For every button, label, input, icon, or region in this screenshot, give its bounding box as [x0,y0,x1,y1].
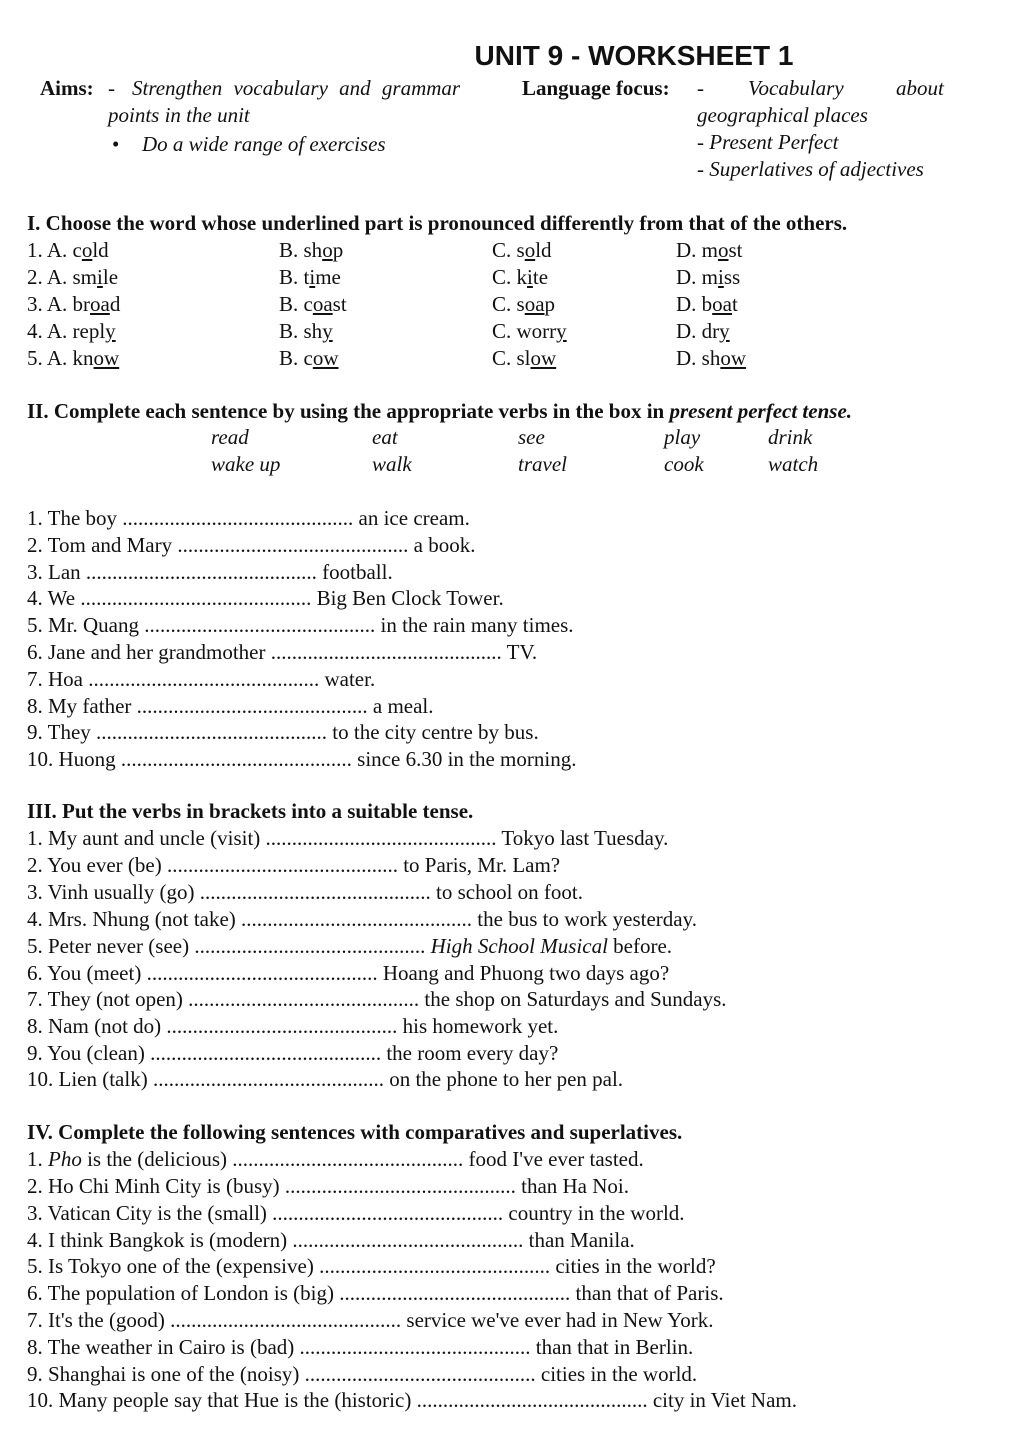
s1-option-text: 1. A. c [27,238,82,262]
s1-option [492,237,552,264]
worksheet-title: UNIT 9 - WORKSHEET 1 [474,40,794,71]
focus-line-1a: Vocabulary [748,76,844,100]
s1-option [492,264,548,291]
s1-option-underlined: ow [93,346,120,370]
s4-item1-rest: is the (delicious) ............................................ food I've ever tasted. [81,1147,644,1171]
section-2-item: 1. The boy ............................................ an ice cream. [27,506,470,530]
aims-bullet: • [112,132,120,156]
s1-option-text: me [315,265,341,289]
s1-option-text: B. t [279,265,310,289]
aims-label: Aims: [40,76,94,100]
s1-option-text: p [332,238,344,262]
section-3-item: 4. Mrs. Nhung (not take) ............................................ the bus to work yesterday. [27,907,697,931]
s1-option-underlined: o [524,238,536,262]
s3-item5-part: High School Musical [430,934,608,958]
s1-option-text: D. m [676,238,718,262]
s1-option-text: st [332,292,347,316]
focus-label: Language focus: [522,76,670,100]
verb-box-word: eat [372,425,398,449]
s1-option-underlined: ow [312,346,339,370]
section-1-heading: I. Choose the word whose underlined part is pronounced differently from that of the others. [27,211,848,235]
s1-option [27,318,116,345]
section-4-item: 6. The population of London is (big) ............................................ than that of Paris. [27,1281,724,1306]
section-4-item: 10. Many people say that Hue is the (historic) ............................................ city in Viet Nam. [27,1388,797,1413]
s1-option-text: B. c [279,292,313,316]
section-2-item: 5. Mr. Quang ............................................ in the rain many times. [27,613,574,638]
section-3-item: 9. You (clean) ............................................ the room every day? [27,1041,559,1065]
s1-option [676,345,746,372]
section-3-item: 6. You (meet) ............................................ Hoang and Phuong two days ago? [27,961,670,985]
verb-box-word: cook [664,452,704,476]
s1-option-underlined: y [105,319,116,343]
s1-option-text: D. m [676,265,718,289]
aims-line-2: points in the unit [108,103,250,127]
aims-line-3: Do a wide range of exercises [142,132,386,156]
verb-box-word: play [664,425,701,449]
section-2-item: 4. We ............................................ Big Ben Clock Tower. [27,586,504,611]
s1-option-text: B. sh [279,238,323,262]
s1-option-underlined: i [527,265,533,289]
s1-option-text: t [732,292,738,316]
s1-option-underlined: oa [90,292,110,316]
verb-box-word: watch [768,452,819,476]
s1-option-text: C. s [492,238,525,262]
s1-option-text: D. b [676,292,713,316]
s1-option [492,291,555,318]
s1-option-underlined: oa [312,292,333,316]
verb-box-word: see [518,425,545,449]
s1-option [279,264,341,291]
section-3-item: 8. Nam (not do) ............................................ his homework yet. [27,1014,559,1038]
s1-option [676,264,740,291]
s1-option [27,264,118,291]
s1-option-underlined: ow [530,346,557,370]
section-3-item-5 [27,933,672,960]
s1-option-text: te [532,265,549,289]
s1-option-text: B. c [279,346,313,370]
focus-line-3: - Present Perfect [697,130,839,154]
section-2-heading [27,399,852,424]
section-2-item: 9. They ............................................ to the city centre by bus. [27,720,539,745]
s1-option-underlined: o [81,238,93,262]
s1-option-text: C. s [492,292,525,316]
focus-line-1b: about [896,76,944,100]
s1-option-text: 4. A. repl [27,319,106,343]
s1-option [492,318,567,345]
section-3-item: 2. You ever (be) ............................................ to Paris, Mr. Lam? [27,853,561,877]
section-4-item: 8. The weather in Cairo is (bad) ............................................ than that in Berlin. [27,1334,694,1359]
s1-option-text: st [728,238,743,262]
verb-box-word: wake up [211,452,281,476]
section-4-item: 9. Shanghai is one of the (noisy) ............................................ cities in the world. [27,1361,698,1386]
verb-box-word: travel [518,452,567,476]
focus-dash: - [697,76,704,100]
section-2-item: 10. Huong ............................................ since 6.30 in the morning. [27,747,577,772]
section-2-heading-tense: present perfect tense. [669,399,853,423]
s1-option-text: ss [723,265,741,289]
s1-option [279,237,343,264]
section-4-heading: IV. Complete the following sentences with comparatives and superlatives. [27,1120,683,1144]
s1-option-text: D. sh [676,346,721,370]
s1-option-text: C. k [492,265,528,289]
section-3-item: 7. They (not open) ............................................ the shop on Saturdays and Sundays. [27,987,727,1011]
s1-option-underlined: oa [712,292,732,316]
focus-line-2: geographical places [697,103,868,127]
verb-box-word: read [211,425,249,449]
verb-box-word: walk [372,452,412,476]
section-4-item: 2. Ho Chi Minh City is (busy) ............................................ than Ha Noi. [27,1174,629,1198]
s1-option-text: D. dr [676,319,720,343]
section-4-item: 3. Vatican City is the (small) ............................................ country in the world. [27,1200,685,1225]
s1-option-text: 3. A. br [27,292,90,316]
s1-option-underlined: o [718,238,729,262]
s1-option-text: d [109,292,121,316]
s1-option [27,291,120,318]
section-4-item: 5. Is Tokyo one of the (expensive) ............................................ cities in the world? [27,1254,716,1279]
s1-option-underlined: i [97,265,103,289]
s1-option-text: B. sh [279,319,323,343]
s1-option-underlined: oa [524,292,545,316]
s1-option-underlined: i [309,265,316,289]
verb-box-word: drink [768,425,813,449]
section-4-item-1 [27,1146,644,1173]
s1-option [27,345,119,372]
s4-item1-pho: Pho [48,1147,82,1171]
s1-option-text: ld [535,238,552,262]
aims-line-1: Strengthen vocabulary and grammar [132,76,461,100]
s1-option [279,318,333,345]
s1-option-text: C. sl [492,346,531,370]
s1-option [492,345,556,372]
s1-option-underlined: i [718,265,724,289]
s1-option [676,318,730,345]
s1-option-text: ld [92,238,109,262]
s1-option-text: p [544,292,556,316]
s1-option [279,345,339,372]
section-2-item: 8. My father ............................................ a meal. [27,693,434,718]
s1-option [279,291,347,318]
aims-dash: - [108,76,115,100]
section-3-item: 10. Lien (talk) ............................................ on the phone to her pen pal. [27,1067,624,1091]
s3-item5-part: before. [607,934,673,958]
s4-item1-num: 1. [27,1147,48,1171]
section-4-item: 4. I think Bangkok is (modern) ............................................ than Manila. [27,1227,635,1252]
section-2-heading-text: II. Complete each sentence by using the appropriate verbs in the box in [27,399,670,423]
s1-option [676,291,738,318]
section-2-item: 3. Lan ............................................ football. [27,559,393,584]
section-4-item: 7. It's the (good) ............................................ service we've ever had in New York. [27,1308,714,1332]
section-3-item: 1. My aunt and uncle (visit) ............................................ Tokyo last Tuesday. [27,826,669,850]
s1-option-underlined: y [322,319,333,343]
s1-option-text: le [102,265,119,289]
s1-option-underlined: o [322,238,333,262]
s1-option-text: 2. A. sm [27,265,98,289]
section-2-item: 2. Tom and Mary ............................................ a book. [27,532,476,557]
s1-option-text: 5. A. kn [27,346,94,370]
s1-option-text: C. worr [492,319,557,343]
focus-line-4: - Superlatives of adjectives [697,157,924,181]
s3-item5-part: 5. Peter never (see) ............................................ [27,934,431,958]
s1-option [27,237,109,264]
s1-option-underlined: y [556,319,567,343]
s1-option-underlined: y [719,319,730,343]
s1-option-underlined: ow [720,346,747,370]
s1-option [676,237,743,264]
section-3-item: 3. Vinh usually (go) ............................................ to school on foot. [27,880,583,904]
section-2-item: 6. Jane and her grandmother ............................................ TV. [27,640,538,664]
section-3-heading: III. Put the verbs in brackets into a suitable tense. [27,799,474,823]
section-2-item: 7. Hoa ............................................ water. [27,666,376,691]
